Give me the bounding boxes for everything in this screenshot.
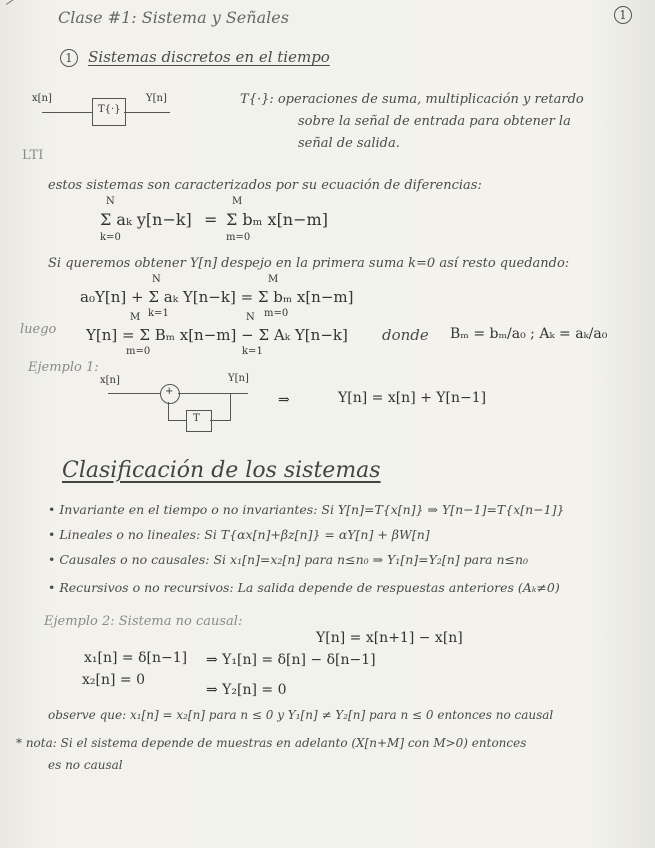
section1-number: 1: [60, 49, 78, 67]
eq2: a₀Y[n] + Σ aₖ Y[n−k] = Σ bₘ x[n−m]: [80, 288, 354, 306]
example1-output-line: [178, 393, 248, 394]
diagram-system-label: T{·}: [98, 104, 121, 115]
diagram-input-label: x[n]: [32, 93, 52, 104]
eq3-upper-limit-1: M: [130, 312, 141, 323]
note-text: * nota: Si el sistema depende de muestras en adelanto (X[n+M] con M>0) entonces: [16, 736, 527, 750]
example1-implies: ⇒: [278, 392, 290, 408]
diagram-output-label: Y[n]: [146, 93, 167, 104]
eq3: Y[n] = Σ Bₘ x[n−m] − Σ Aₖ Y[n−k]: [86, 326, 348, 344]
eq2-lower-limit-1: k=1: [148, 308, 169, 319]
section1-heading: [60, 48, 330, 67]
example2-y2: ⇒ Y₂[n] = 0: [206, 682, 287, 698]
eq1-lhs-lower-limit: k=0: [100, 232, 121, 243]
example1-delay-label: T: [193, 413, 200, 424]
eq1-lhs: Σ aₖ y[n−k]: [100, 210, 192, 229]
example2-label: Ejemplo 2: Sistema no causal:: [44, 614, 243, 629]
eq2-lower-limit-2: m=0: [264, 308, 289, 319]
example1-output-label: Y[n]: [228, 373, 249, 384]
page-title: Clase #1: Sistema y Señales: [58, 8, 289, 27]
t-definition-line3: señal de salida.: [298, 136, 400, 151]
eq1-rhs: Σ bₘ x[n−m]: [226, 210, 328, 229]
eq3-lower-limit-2: k=1: [242, 346, 263, 357]
example2-x1: x₁[n] = δ[n−1]: [84, 650, 188, 666]
example1-feedback-up: [168, 402, 169, 421]
example1-input-label: x[n]: [100, 375, 120, 386]
example1-input-line: [108, 393, 160, 394]
eq1-lhs-upper-limit: N: [106, 196, 115, 207]
coefficient-definitions: Bₘ = bₘ/a₀ ; Aₖ = aₖ/a₀: [450, 326, 608, 342]
eq3-lower-limit-1: m=0: [126, 346, 151, 357]
eq1-rhs-upper-limit: M: [232, 196, 243, 207]
example1-result: Y[n] = x[n] + Y[n−1]: [338, 390, 487, 406]
observation-text: observe que: x₁[n] = x₂[n] para n ≤ 0 y Y₁[n] ≠ Y₂[n] para n ≤ 0 entonces no causal: [48, 708, 554, 722]
t-definition-line2: sobre la señal de entrada para obtener la: [298, 114, 571, 129]
lti-label: LTI: [22, 148, 44, 163]
luego-label: luego: [20, 322, 57, 337]
eq3-upper-limit-2: N: [246, 312, 255, 323]
eq2-upper-limit-1: N: [152, 274, 161, 285]
diagram-output-line: [124, 112, 170, 113]
section1-title: Sistemas discretos en el tiempo: [88, 48, 330, 66]
diagram-input-line: [42, 112, 92, 113]
classification-time-invariance: • Invariante en el tiempo o no invariantes: Si Y[n]=T{x[n]} ⇒ Y[n−1]=T{x[n−1]}: [48, 502, 565, 517]
example1-feedback-right: [210, 420, 231, 421]
example1-summing-sign: +: [165, 386, 174, 397]
classification-causality: • Causales o no causales: Si x₁[n]=x₂[n] para n≤n₀ ⇒ Y₁[n]=Y₂[n] para n≤n₀: [48, 552, 529, 567]
example2-equation: Y[n] = x[n+1] − x[n]: [316, 630, 463, 646]
classification-recursive: • Recursivos o no recursivos: La salida depende de respuestas anteriores (Aₖ≠0): [48, 580, 560, 595]
margin-pen-stroke: [6, 0, 59, 28]
note-text-line2: es no causal: [48, 758, 123, 772]
example1-label: Ejemplo 1:: [28, 360, 99, 375]
eq1-equals: =: [204, 210, 218, 229]
eq2-upper-limit-2: M: [268, 274, 279, 285]
t-definition-line1: T{·}: operaciones de suma, multiplicación y retardo: [240, 92, 584, 107]
eq1-rhs-lower-limit: m=0: [226, 232, 251, 243]
example2-x2: x₂[n] = 0: [82, 672, 145, 688]
solve-for-y-text: Si queremos obtener Y[n] despejo en la primera suma k=0 así resto quedando:: [48, 256, 570, 271]
page-number: [614, 6, 632, 24]
classification-linearity: • Lineales o no lineales: Si T{αx[n]+βz[n]} = αY[n] + βW[n]: [48, 527, 430, 542]
example1-feedback-down: [230, 393, 231, 421]
difference-eq-description: estos sistemas son caracterizados por su ecuación de diferencias:: [48, 178, 482, 193]
example2-y1: ⇒ Y₁[n] = δ[n] − δ[n−1]: [206, 652, 376, 668]
example1-feedback-left: [168, 420, 186, 421]
section2-title: Clasificación de los sistemas: [62, 458, 381, 483]
donde-label: donde: [382, 326, 429, 344]
page-number-circle: 1: [614, 6, 632, 24]
